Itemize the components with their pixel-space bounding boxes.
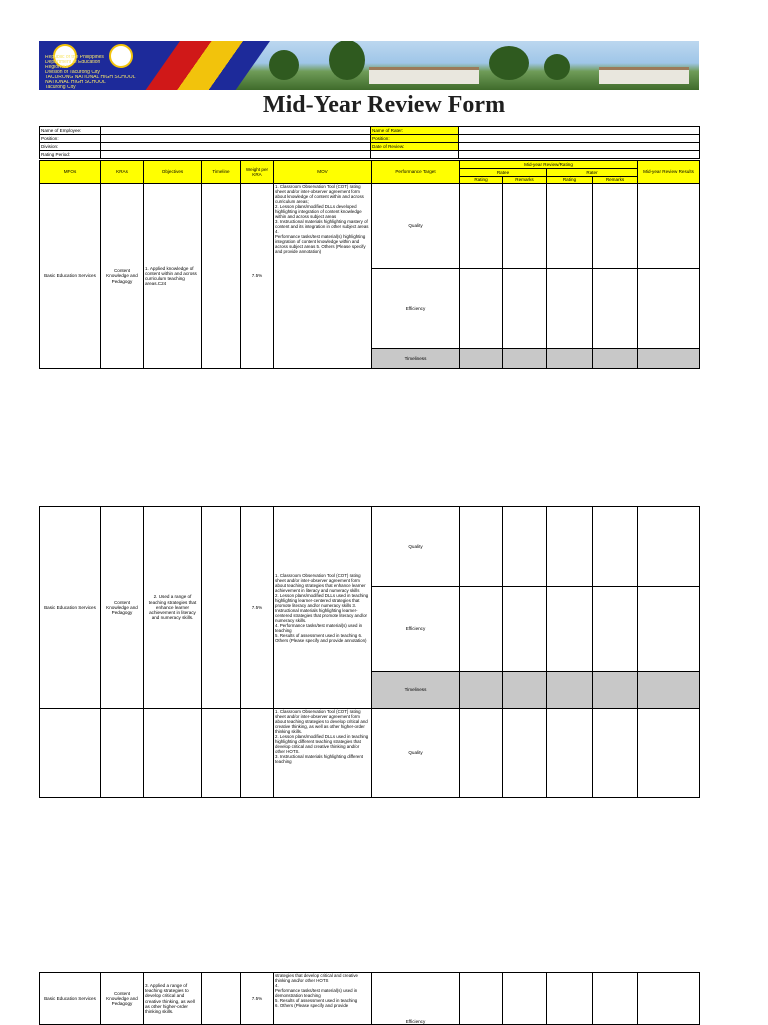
rater-remarks-cell[interactable] xyxy=(593,709,638,798)
header-banner xyxy=(39,41,699,90)
rater-name-label: Name of Rater: xyxy=(371,127,459,135)
results-cell[interactable] xyxy=(638,587,700,672)
rater-rating-cell[interactable] xyxy=(547,587,593,672)
results-cell[interactable] xyxy=(638,973,700,1025)
banner-text xyxy=(45,55,195,90)
banner-line: Department of Education xyxy=(45,60,101,65)
banner-line: Tacurong City xyxy=(45,85,76,90)
banner-line: Division of Tacurong City xyxy=(45,70,100,75)
school-building-image xyxy=(599,67,689,84)
mfo-cell: Basic Education Services xyxy=(40,184,101,369)
date-of-review-label: Date of Review: xyxy=(371,143,459,151)
weight-cell: 7.5% xyxy=(241,184,274,369)
quality-target: Quality xyxy=(372,184,460,269)
quality-target: Quality xyxy=(372,709,460,798)
position-field[interactable] xyxy=(101,135,371,143)
results-cell[interactable] xyxy=(638,349,700,369)
midyear-results-header: Mid-year Review Results xyxy=(638,161,700,184)
objectives-table xyxy=(39,160,700,369)
objectives-table-page-3 xyxy=(39,972,700,1025)
mov-cell: strategies that develop critical and creative thinking and/or other HOTS 4. Performance tasks/test material(s) used in demonstration teaching 5. Results of assessment used in teaching 6. Others (Please specify and provide xyxy=(274,973,372,1025)
ratee-rating-cell[interactable] xyxy=(460,349,503,369)
results-cell[interactable] xyxy=(638,507,700,587)
ratee-remarks-cell[interactable] xyxy=(503,269,547,349)
division-field[interactable] xyxy=(101,143,371,151)
tree-image xyxy=(269,50,299,80)
mov-header: MOV xyxy=(274,161,372,184)
mfo-cell: Basic Education Services xyxy=(40,973,101,1025)
kra-cell: Content Knowledge and Pedagogy xyxy=(101,184,144,369)
ratee-remarks-cell[interactable] xyxy=(503,709,547,798)
objective-cell: 1. Applied knowledge of content within and across curriculum teaching areas.C24 xyxy=(144,184,202,369)
rater-remarks-header: Remarks xyxy=(593,177,638,184)
ratee-rating-cell[interactable] xyxy=(460,973,503,1025)
banner-line: Republic of the Philippines xyxy=(45,55,104,60)
ratee-remarks-cell[interactable] xyxy=(503,587,547,672)
rater-position-field[interactable] xyxy=(459,135,700,143)
rater-remarks-cell[interactable] xyxy=(593,349,638,369)
timeliness-target: Timeliness xyxy=(372,349,460,369)
page-title: Mid-Year Review Form xyxy=(262,92,506,118)
timeline-cell[interactable] xyxy=(202,184,241,369)
timeliness-target: Timeliness xyxy=(372,672,460,709)
rater-header: Rater xyxy=(547,169,638,177)
employee-name-field[interactable] xyxy=(101,127,371,135)
tree-image xyxy=(329,41,365,80)
timeline-header: Timeline xyxy=(202,161,241,184)
objectives-header: Objectives xyxy=(144,161,202,184)
kras-header: KRAs xyxy=(101,161,144,184)
quality-target: Quality xyxy=(372,507,460,587)
ratee-rating-cell[interactable] xyxy=(460,672,503,709)
rater-remarks-cell[interactable] xyxy=(593,587,638,672)
rater-remarks-cell[interactable] xyxy=(593,973,638,1025)
ratee-rating-cell[interactable] xyxy=(460,507,503,587)
banner-line: TACURONG NATIONAL HIGH SCHOOL xyxy=(45,75,136,80)
ratee-rating-cell[interactable] xyxy=(460,587,503,672)
rater-remarks-cell[interactable] xyxy=(593,269,638,349)
weight-cell: 7.5% xyxy=(241,507,274,709)
rater-rating-header: Rating xyxy=(547,177,593,184)
date-of-review-field[interactable] xyxy=(459,143,700,151)
timeline-cell[interactable] xyxy=(202,507,241,709)
rater-rating-cell[interactable] xyxy=(547,672,593,709)
rater-rating-cell[interactable] xyxy=(547,709,593,798)
results-cell[interactable] xyxy=(638,184,700,269)
ratee-remarks-cell[interactable] xyxy=(503,349,547,369)
school-building-image xyxy=(369,67,479,84)
empty-cell xyxy=(371,151,459,159)
employee-name-label: Name of Employee: xyxy=(40,127,101,135)
rater-rating-cell[interactable] xyxy=(547,973,593,1025)
rater-remarks-cell[interactable] xyxy=(593,184,638,269)
midyear-review-header: Mid-year Review/Rating xyxy=(460,161,638,169)
info-table xyxy=(39,126,700,159)
efficiency-target: Efficiency xyxy=(372,973,460,1025)
results-cell[interactable] xyxy=(638,709,700,798)
kra-cell: Content Knowledge and Pedagogy xyxy=(101,507,144,709)
objectives-table-page-2 xyxy=(39,506,700,798)
mov-cell: 1. Classroom Observation Tool (COT) rating sheet and/or inter-observer agreement form about teaching strategies to develop critical and creative thinking, as well as other higher-order thinking skills. 2. Lesson plans/modified DLLs used in teaching highlighting different teaching strategies that develop critical and creative thinking and/or other HOTS. 3. Instructional materials highlighting different teaching xyxy=(274,709,372,798)
kra-cell: Content Knowledge and Pedagogy xyxy=(101,973,144,1025)
ratee-remarks-cell[interactable] xyxy=(503,973,547,1025)
rater-rating-cell[interactable] xyxy=(547,349,593,369)
efficiency-target: Efficiency xyxy=(372,587,460,672)
mov-cell: 1. Classroom Observation Tool (COT) rating sheet and/or inter-observer agreement form about teaching strategies that enhance learner achievement in literacy and numeracy skills 2. Lesson plans/modified DLLs used in teaching highlighting learner-centered strategies that promote literacy and/or numeracy skills 3. Instructional materials highlighting learner-centered strategies that promote literacy and/or numeracy skills. 4. Performance tasks/test material(s) used in teaching 5. Results of assessment used in teaching 6. Others (Please specify and provide annotation) xyxy=(274,507,372,709)
ratee-remarks-cell[interactable] xyxy=(503,184,547,269)
ratee-rating-cell[interactable] xyxy=(460,184,503,269)
rater-rating-cell[interactable] xyxy=(547,507,593,587)
ratee-remarks-cell[interactable] xyxy=(503,672,547,709)
performance-target-header: Performance Target xyxy=(372,161,460,184)
ratee-remarks-cell[interactable] xyxy=(503,507,547,587)
rating-period-field[interactable] xyxy=(101,151,371,159)
weight-cell xyxy=(241,709,274,798)
position-label: Position: xyxy=(40,135,101,143)
ratee-rating-header: Rating xyxy=(460,177,503,184)
tree-image xyxy=(544,54,570,80)
banner-line: Region XII xyxy=(45,65,69,70)
weight-header: Weight per KRA xyxy=(241,161,274,184)
banner-line: NATIONAL HIGH SCHOOL xyxy=(45,80,106,85)
timeline-cell[interactable] xyxy=(202,709,241,798)
empty-cell xyxy=(459,151,700,159)
tree-image xyxy=(489,46,529,80)
rating-period-label: Rating Period: xyxy=(40,151,101,159)
weight-cell: 7.5% xyxy=(241,973,274,1025)
rater-rating-cell[interactable] xyxy=(547,184,593,269)
results-cell[interactable] xyxy=(638,672,700,709)
kra-cell xyxy=(101,709,144,798)
rater-remarks-cell[interactable] xyxy=(593,672,638,709)
rater-position-label: Position: xyxy=(371,135,459,143)
efficiency-target: Efficiency xyxy=(372,269,460,349)
mfo-cell: Basic Education Services xyxy=(40,507,101,709)
ratee-rating-cell[interactable] xyxy=(460,269,503,349)
ratee-rating-cell[interactable] xyxy=(460,709,503,798)
results-cell[interactable] xyxy=(638,269,700,349)
ratee-header: Ratee xyxy=(460,169,547,177)
rater-name-field[interactable] xyxy=(459,127,700,135)
division-label: Division: xyxy=(40,143,101,151)
mfo-cell xyxy=(40,709,101,798)
objective-cell: 2. Used a range of teaching strategies that enhance learner achievement in literacy and numeracy skills. xyxy=(144,507,202,709)
ratee-remarks-header: Remarks xyxy=(503,177,547,184)
rater-remarks-cell[interactable] xyxy=(593,507,638,587)
mov-cell: 1. Classroom Observation Tool (COT) rating sheet and/or inter-observer agreement form about knowledge of content within and across curriculum areas; 2. Lesson plans/modified DLLs developed highlighting integration of content knowledge within and across subject areas 3. Instructional materials highlighting mastery of content and its integration in other subject areas 4. Performance tasks/test material(s) highlighting integration of content knowledge within and across subject areas 5. Others (Please specify and provide annotation) xyxy=(274,184,372,369)
objective-cell xyxy=(144,709,202,798)
mfos-header: MFOs xyxy=(40,161,101,184)
rater-rating-cell[interactable] xyxy=(547,269,593,349)
timeline-cell[interactable] xyxy=(202,973,241,1025)
objective-cell: 3. Applied a range of teaching strategies to develop critical and creative thinking, as well as other higher-order thinking skills. xyxy=(144,973,202,1025)
